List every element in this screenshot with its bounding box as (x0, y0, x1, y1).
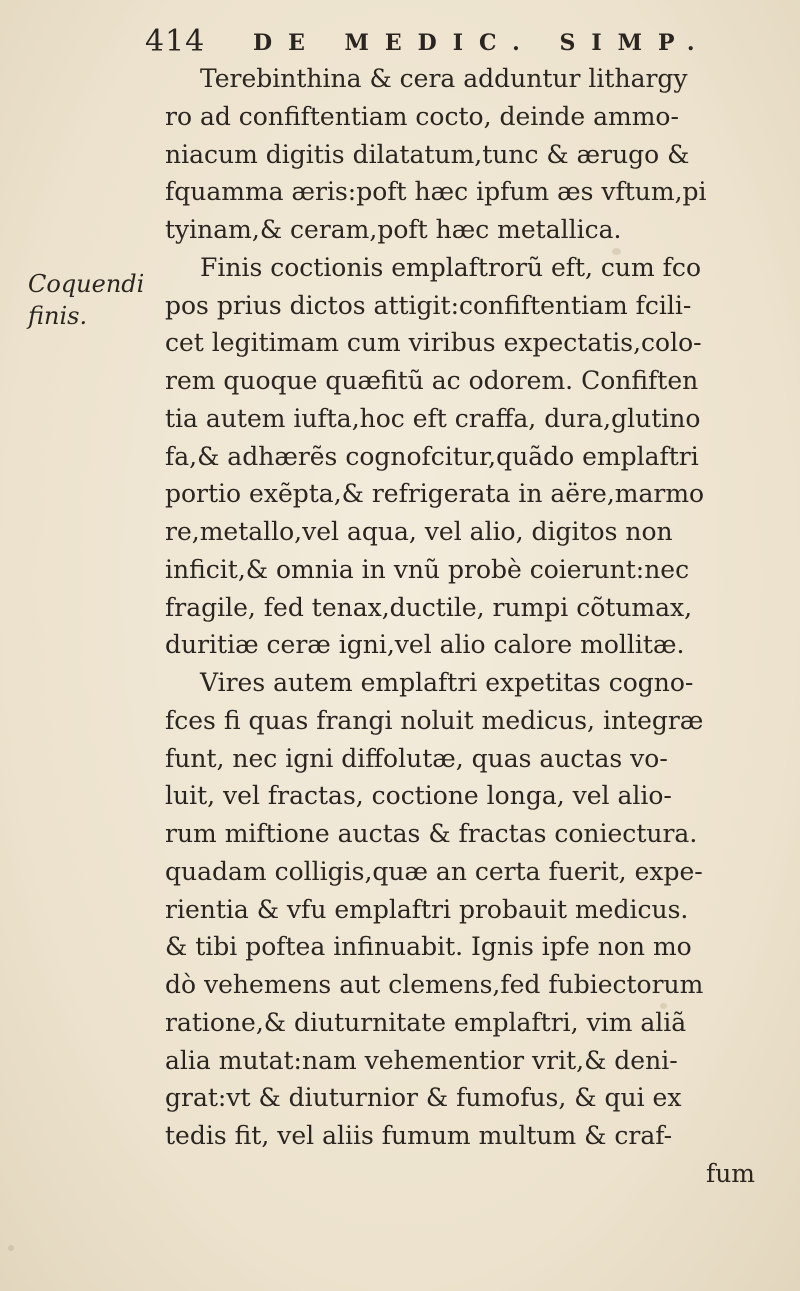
text-line: fa,& adhærẽs cognofcitur,quãdo emplaftri (165, 441, 699, 471)
text-line: fquamma æris:poft hæc ipfum æs vftum,pi (165, 177, 707, 207)
text-line: & tibi poftea infinuabit. Ignis ipfe non mo (165, 932, 692, 962)
text-line: fces fi quas frangi noluit medicus, integræ (165, 705, 704, 735)
text-line: fragile, fed tenax,ductile, rumpi cõtumax, (165, 592, 693, 622)
text-line: Terebinthina & cera adduntur lithargy (200, 64, 688, 93)
text-line: re,metallo,vel aqua, vel alio, digitos non (165, 517, 673, 546)
text-line: rum miftione auctas & fractas coniectura. (165, 819, 698, 848)
text-line: duritiæ ceræ igni,vel alio calore mollitæ. (165, 630, 685, 660)
text-line: Finis coctionis emplaftrorũ eft, cum fco (200, 252, 701, 282)
text-line: luit, vel fractas, coctione longa, vel alio- (165, 781, 672, 811)
text-line: cet legitimam cum viribus expectatis,colo- (165, 328, 702, 358)
catchword: fum (705, 1158, 755, 1188)
text-line: Vires autem emplaftri expetitas cogno- (200, 668, 694, 697)
text-line: inficit,& omnia in vnũ probè coierunt:nec (165, 554, 690, 584)
text-line: funt, nec igni diffolutæ, quas auctas vo- (165, 743, 668, 773)
text-line: ro ad confiftentiam cocto, deinde ammo- (165, 101, 679, 131)
marginal-note-line: finis. (28, 302, 88, 330)
text-line: tyinam,& ceram,poft hæc metallica. (165, 215, 622, 244)
page-number: 414 (145, 24, 206, 59)
marginal-note (28, 268, 144, 332)
text-line: tia autem iufta,hoc eft craffa, dura,glutino (165, 403, 701, 433)
text-line: ratione,& diuturnitate emplaftri, vim aliã (165, 1007, 687, 1037)
text-line: pos prius dictos attigit:confiftentiam fcili- (165, 290, 692, 320)
text-line: rientia & vfu emplaftri probauit medicus. (165, 894, 689, 924)
marginal-note-line: Coquendi (28, 270, 145, 298)
running-head: DE MEDIC. SIMP. (253, 30, 711, 56)
text-line: rem quoque quæfitũ ac odorem. Confiften (165, 366, 699, 395)
text-line: portio exẽpta,& refrigerata in aëre,marmo (165, 479, 705, 509)
text-line: quadam colligis,quæ an certa fuerit, expe- (165, 856, 703, 886)
foxing-spot (8, 1245, 14, 1251)
body-text (165, 60, 765, 1193)
text-line: tedis fit, vel aliis fumum multum & craf- (165, 1121, 673, 1150)
text-line: niacum digitis dilatatum,tunc & ærugo & (165, 139, 690, 169)
page-header (145, 20, 745, 64)
text-line: alia mutat:nam vehementior vrit,& deni- (165, 1045, 678, 1075)
text-line: grat:vt & diuturnior & fumofus, & qui ex (165, 1083, 682, 1113)
text-line: dò vehemens aut clemens,fed fubiectorum (165, 970, 704, 999)
